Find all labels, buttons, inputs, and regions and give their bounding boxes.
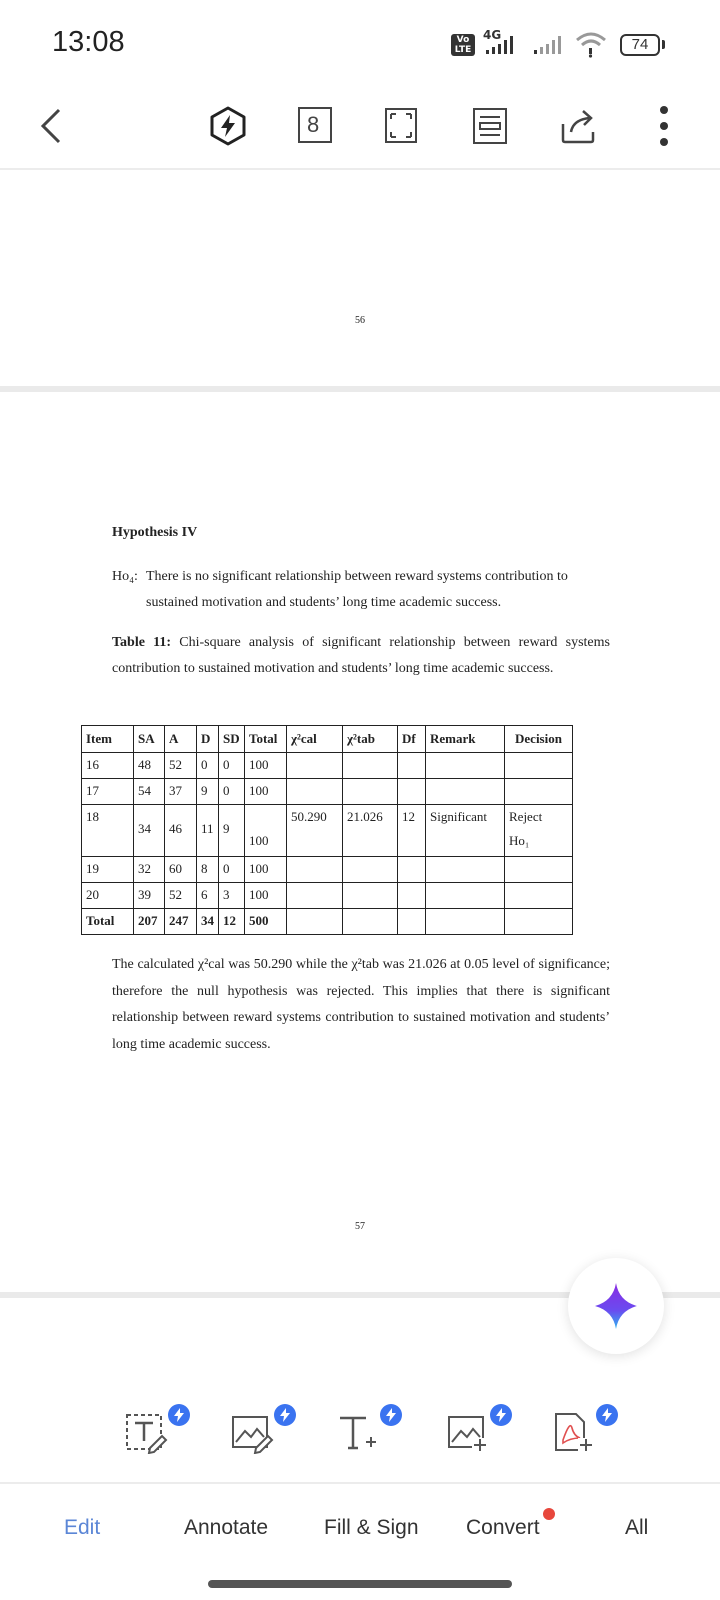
document-view-icon [470,106,510,146]
cell: 32 [134,857,165,883]
cell: 0 [219,857,245,883]
cell [343,753,398,779]
chevron-left-icon [37,106,67,146]
hypothesis-label: Ho₄: [112,569,138,584]
cell: 0 [219,753,245,779]
cell: 247 [165,909,197,935]
chi-square-table [81,725,573,935]
hypothesis-line-1: There is no significant relationship between reward systems contribution to [146,569,568,584]
share-icon [557,106,601,146]
cell: 18 [82,805,134,857]
cell [426,883,505,909]
cell: 9 [197,779,219,805]
premium-badge [490,1404,512,1426]
cell [287,779,343,805]
tab-edit[interactable]: Edit [64,1516,101,1539]
cell [505,883,573,909]
cell: 52 [165,883,197,909]
table-row [82,857,573,883]
add-image-tool[interactable] [446,1410,506,1470]
cell: 46 [165,805,197,857]
reading-mode-button[interactable] [462,98,518,154]
page-number-56: 56 [355,315,365,326]
col-header: Total [245,726,287,753]
cell [343,857,398,883]
tab-fill-sign[interactable]: Fill & Sign [324,1516,419,1539]
premium-badge [380,1404,402,1426]
hypothesis-heading: Hypothesis IV [112,525,198,540]
sparkle-icon [591,1281,641,1331]
share-button[interactable] [551,98,607,154]
col-header: Item [82,726,134,753]
signal-strength-2-icon [532,32,568,58]
cell [287,753,343,779]
cell [505,909,573,935]
pdf-add-icon [552,1410,596,1454]
more-options-button[interactable] [636,98,692,154]
tab-annotate[interactable]: Annotate [184,1516,269,1539]
cell: Total [82,909,134,935]
add-text-tool[interactable] [336,1410,396,1470]
lightning-icon [385,1408,397,1422]
table-row [82,779,573,805]
page-count-button[interactable] [287,98,343,154]
cell [426,779,505,805]
cell: 39 [134,883,165,909]
hypothesis-line-2: sustained motivation and students’ long time academic success. [146,595,502,610]
table-row [82,753,573,779]
cell: 60 [165,857,197,883]
cell [287,857,343,883]
wifi-icon [575,30,607,58]
edit-text-icon [124,1410,168,1454]
cell: 9 [219,805,245,857]
cell [398,857,426,883]
ai-assistant-button[interactable] [568,1258,664,1354]
premium-badge [168,1404,190,1426]
cell: 3 [219,883,245,909]
cell [398,909,426,935]
signal-strength-icon [484,32,524,58]
lightning-icon [601,1408,613,1422]
image-edit-icon [230,1410,274,1454]
x2cal-cell: 50.290 [287,805,343,857]
status-bar [0,0,720,84]
cell: 54 [134,779,165,805]
cell [398,883,426,909]
create-pdf-tool[interactable] [552,1410,612,1470]
image-add-icon [446,1410,490,1454]
cell [426,753,505,779]
battery-icon: 74 [620,34,660,56]
back-button[interactable] [24,98,80,154]
cell: 100 [245,779,287,805]
edit-text-tool[interactable] [124,1410,184,1470]
table-total-row [82,909,573,935]
table-row [82,883,573,909]
page-number-57: 57 [355,1221,365,1232]
lightning-icon [495,1408,507,1422]
col-header: Remark [426,726,505,753]
x2tab-cell: 21.026 [343,805,398,857]
lightning-hexagon-icon [208,106,248,146]
cell [343,779,398,805]
cell: 207 [134,909,165,935]
col-header: Df [398,726,426,753]
cell: 11 [197,805,219,857]
cell: 8 [197,857,219,883]
bottom-tab-bar [0,1482,720,1572]
cell: 6 [197,883,219,909]
col-header: SD [219,726,245,753]
cell: 500 [245,909,287,935]
premium-badge [274,1404,296,1426]
cell [426,857,505,883]
lightning-icon [173,1408,185,1422]
conclusion-paragraph: The calculated χ²cal was 50.290 while the χ²tab was 21.026 at 0.05 level of significance; therefore the null hypothesis was rejected. This implies that there is significant relationship between reward systems contribution to sustained motivation and students’ long time academic success. [112,957,610,1052]
tab-convert[interactable]: Convert [466,1516,540,1539]
cell [287,909,343,935]
tab-all[interactable]: All [625,1516,649,1539]
text-add-icon [336,1410,380,1454]
cell: 0 [197,753,219,779]
annotate-image-tool[interactable] [230,1410,290,1470]
status-time: 13:08 [52,26,125,58]
notification-dot [543,1508,555,1520]
cell [505,779,573,805]
home-indicator[interactable] [208,1580,512,1588]
col-header: χ²tab [343,726,398,753]
cell: 100 [245,805,287,857]
lightning-icon [279,1408,291,1422]
page-separator [0,386,720,392]
cell: 100 [245,883,287,909]
cell [426,909,505,935]
decision-line-1: Reject [509,809,543,824]
more-vertical-icon [658,104,670,148]
col-header: A [165,726,197,753]
premium-badge [596,1404,618,1426]
hypothesis-statement [112,564,610,616]
decision-cell [505,805,573,857]
table-caption-label: Table 11: [112,635,172,650]
table-caption-text: Chi-square analysis of significant relationship between reward systems contribution to sustained motivation and students’ long time academic success. [112,635,610,676]
cell: 48 [134,753,165,779]
cell: 12 [219,909,245,935]
cell: 17 [82,779,134,805]
quick-action-button[interactable] [200,98,256,154]
cell [287,883,343,909]
table-caption [112,630,610,682]
cell [505,857,573,883]
cell [398,779,426,805]
cell: 20 [82,883,134,909]
col-header: Decision [505,726,573,753]
fullscreen-icon [382,106,422,146]
cell: 16 [82,753,134,779]
table-header-row [82,726,573,753]
network-type: 4G [483,28,502,42]
cell: 34 [197,909,219,935]
col-header: χ²cal [287,726,343,753]
tool-strip [0,1380,720,1480]
cell: 100 [245,753,287,779]
col-header: D [197,726,219,753]
cell: 100 [245,857,287,883]
cell [398,753,426,779]
cell: 52 [165,753,197,779]
cell: 0 [219,779,245,805]
df-cell: 12 [398,805,426,857]
page-count-label: 8 [307,112,320,137]
cell [343,883,398,909]
cell: 19 [82,857,134,883]
cell [343,909,398,935]
battery-tip [662,40,665,49]
table-row [82,805,573,857]
cell [505,753,573,779]
top-toolbar [0,84,720,170]
cell: 34 [134,805,165,857]
remark-cell: Significant [426,805,505,857]
decision-line-2: Ho₁ [509,833,530,848]
fullscreen-button[interactable] [374,98,430,154]
volte-icon: Vo LTE [451,34,475,56]
cell: 37 [165,779,197,805]
col-header: SA [134,726,165,753]
